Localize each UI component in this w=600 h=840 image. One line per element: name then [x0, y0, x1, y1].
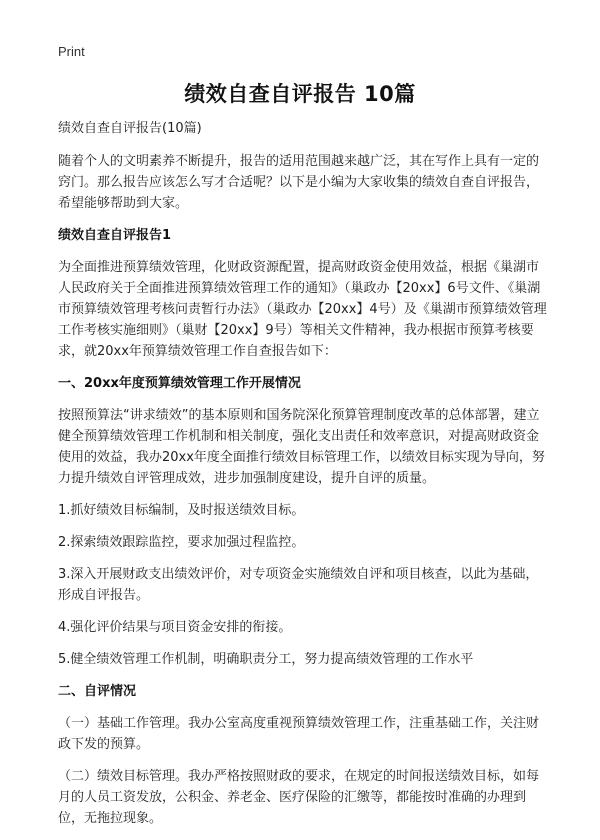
section1-heading: 绩效自查自评报告1 — [58, 228, 172, 243]
intro-paragraph: 随着个人的文明素养不断提升，报告的适用范围越来越广泛，其在写作上具有一定的窍门。那么报告应该怎么写才合适呢？以下是小编为大家收集的绩效自查自评报告，希望能够帮助到大家。 — [58, 154, 540, 211]
document-subtitle: 绩效自查自评报告(10篇) — [58, 121, 202, 136]
part1-heading: 一、20xx年度预算绩效管理工作开展情况 — [58, 376, 301, 391]
part2-paragraph-2: （二）绩效目标管理。我办严格按照财政的要求，在规定的时间报送绩效目标，如每月的人员工资发放，公积金、养老金、医疗保险的汇缴等，都能按时准确的办理到位，无拖拉现象。 — [58, 769, 540, 826]
part2-heading: 二、自评情况 — [58, 684, 137, 699]
page-title: 绩效自查自评报告 10篇 — [184, 82, 416, 106]
list-item: 5.健全绩效管理工作机制，明确职责分工，努力提高绩效管理的工作水平 — [58, 652, 474, 667]
list-item: 2.探索绩效跟踪监控，要求加强过程监控。 — [58, 535, 305, 550]
section1-paragraph: 为全面推进预算绩效管理，化财政资源配置，提高财政资金使用效益，根据《巢湖市人民政府关于全面推进预算绩效管理工作的通知》（巢政办【20xx】6号文件、《巢湖市预算绩效管理考核问责暂行办法》（巢政办【20xx】4号）及《巢湖市预算绩效管理工作考核实施细则》（巢财【20xx】9号）等相关文件精神，我办根据市预算考核要求，就20xx年预算绩效管理工作自查报告如下： — [58, 260, 547, 359]
list-item: 4.强化评价结果与项目资金安排的衔接。 — [58, 620, 292, 635]
part2-paragraph-1: （一）基础工作管理。我办公室高度重视预算绩效管理工作，注重基础工作，关注财政下发的预算。 — [58, 716, 540, 752]
print-label: Print — [58, 44, 85, 59]
list-item: 3.深入开展财政支出绩效评价，对专项资金实施绩效自评和项目核查，以此为基础，形成自评报告。 — [58, 567, 539, 603]
document-content — [58, 118, 548, 840]
part1-paragraph: 按照预算法“讲求绩效”的基本原则和国务院深化预算管理制度改革的总体部署，建立健全预算绩效管理工作机制和相关制度，强化支出责任和效率意识，对提高财政资金使用的效益，我办20xx年度全面推行绩效目标管理工作，以绩效目标实现为导向，努力提升绩效自评管理成效，进步加强制度建设，提升自评的质量。 — [58, 408, 545, 486]
list-item: 1.抓好绩效目标编制，及时报送绩效目标。 — [58, 503, 305, 518]
